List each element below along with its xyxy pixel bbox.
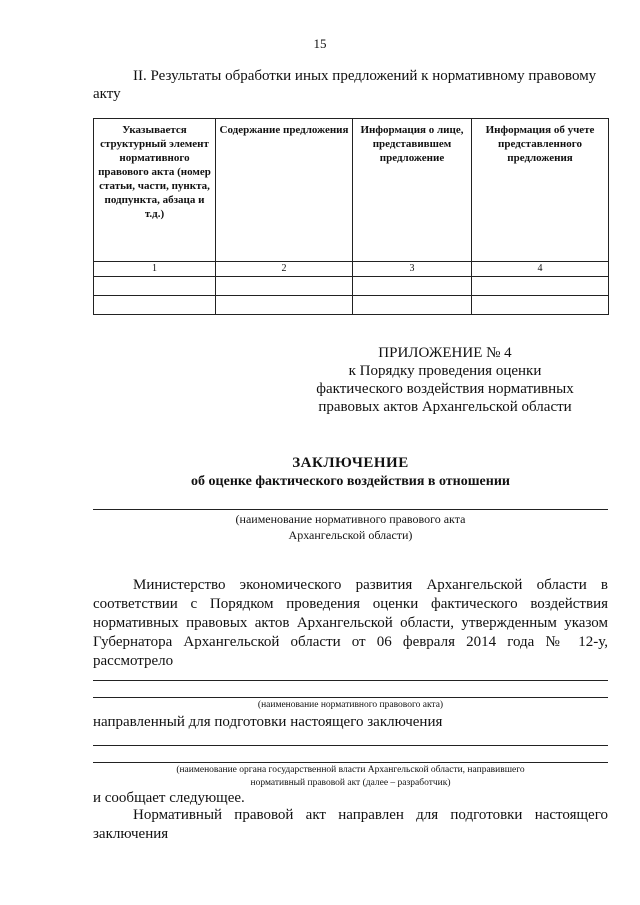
fill-in-line xyxy=(93,745,608,746)
column-number: 4 xyxy=(472,262,609,277)
table-cell xyxy=(472,277,609,296)
conclusion-subtitle: об оценке фактического воздействия в отношении xyxy=(191,474,510,489)
table-cell xyxy=(472,296,609,315)
act-caption: (наименование нормативного правового акта) xyxy=(257,700,444,710)
appendix-block xyxy=(300,344,590,416)
appendix-title: ПРИЛОЖЕНИЕ № 4 xyxy=(378,345,512,361)
conclusion-title: ЗАКЛЮЧЕНИЕ xyxy=(292,455,409,471)
body-paragraph xyxy=(93,576,608,671)
header-structural-element: Указывается структурный элемент нормативного правового акта (номер статьи, части, пункта, подпункта, абзаца и т.д.) xyxy=(94,119,216,262)
fill-in-line xyxy=(93,680,608,681)
caption-line: нормативный правовой акт (далее – разработчик) xyxy=(250,778,451,788)
organization-caption xyxy=(93,764,608,790)
table-row xyxy=(94,277,609,296)
appendix-line: к Порядку проведения оценки xyxy=(348,363,542,379)
table-cell xyxy=(94,277,216,296)
header-consideration-info: Информация об учете представленного предложения xyxy=(472,119,609,262)
table-cell xyxy=(353,296,472,315)
fill-in-line xyxy=(93,509,608,510)
fill-in-line xyxy=(93,697,608,698)
table-cell xyxy=(216,277,353,296)
reports-text: и сообщает следующее. xyxy=(93,790,245,806)
table-header-row xyxy=(94,119,609,262)
table-number-row xyxy=(94,262,609,277)
appendix-line: фактического воздействия нормативных xyxy=(316,381,574,397)
table-row xyxy=(94,296,609,315)
header-proposer-info: Информация о лице, представившем предложение xyxy=(353,119,472,262)
table-cell xyxy=(94,296,216,315)
table-cell xyxy=(216,296,353,315)
caption-line: (наименование органа государственной власти Архангельской области, направившего xyxy=(176,765,525,775)
proposals-table xyxy=(93,118,609,315)
table-cell xyxy=(353,277,472,296)
column-number: 1 xyxy=(94,262,216,277)
appendix-line: правовых актов Архангельской области xyxy=(318,399,572,415)
caption-line: Архангельской области) xyxy=(288,528,413,542)
column-number: 2 xyxy=(216,262,353,277)
column-number: 3 xyxy=(353,262,472,277)
paragraph-text: Министерство экономического развития Архангельской области в соответствии с Порядком проведения оценки фактического воздействия нормативных правовых актов Архангельской области, утвержденным указом Губернатора Архангельской области от 06 февраля 2014 года № 12-у, рассмотрело xyxy=(93,577,608,669)
directed-text: направленный для подготовки настоящего заключения xyxy=(93,714,443,730)
final-paragraph: Нормативный правовой акт направлен для подготовки настоящего заключения xyxy=(93,807,608,842)
caption-line: (наименование нормативного правового акта xyxy=(235,512,466,526)
fill-in-line xyxy=(93,762,608,763)
section-heading: II. Результаты обработки иных предложений к нормативному правовому акту xyxy=(93,68,597,102)
header-proposal-content: Содержание предложения xyxy=(216,119,353,262)
page-number: 15 xyxy=(313,36,327,51)
act-name-caption xyxy=(93,511,608,543)
